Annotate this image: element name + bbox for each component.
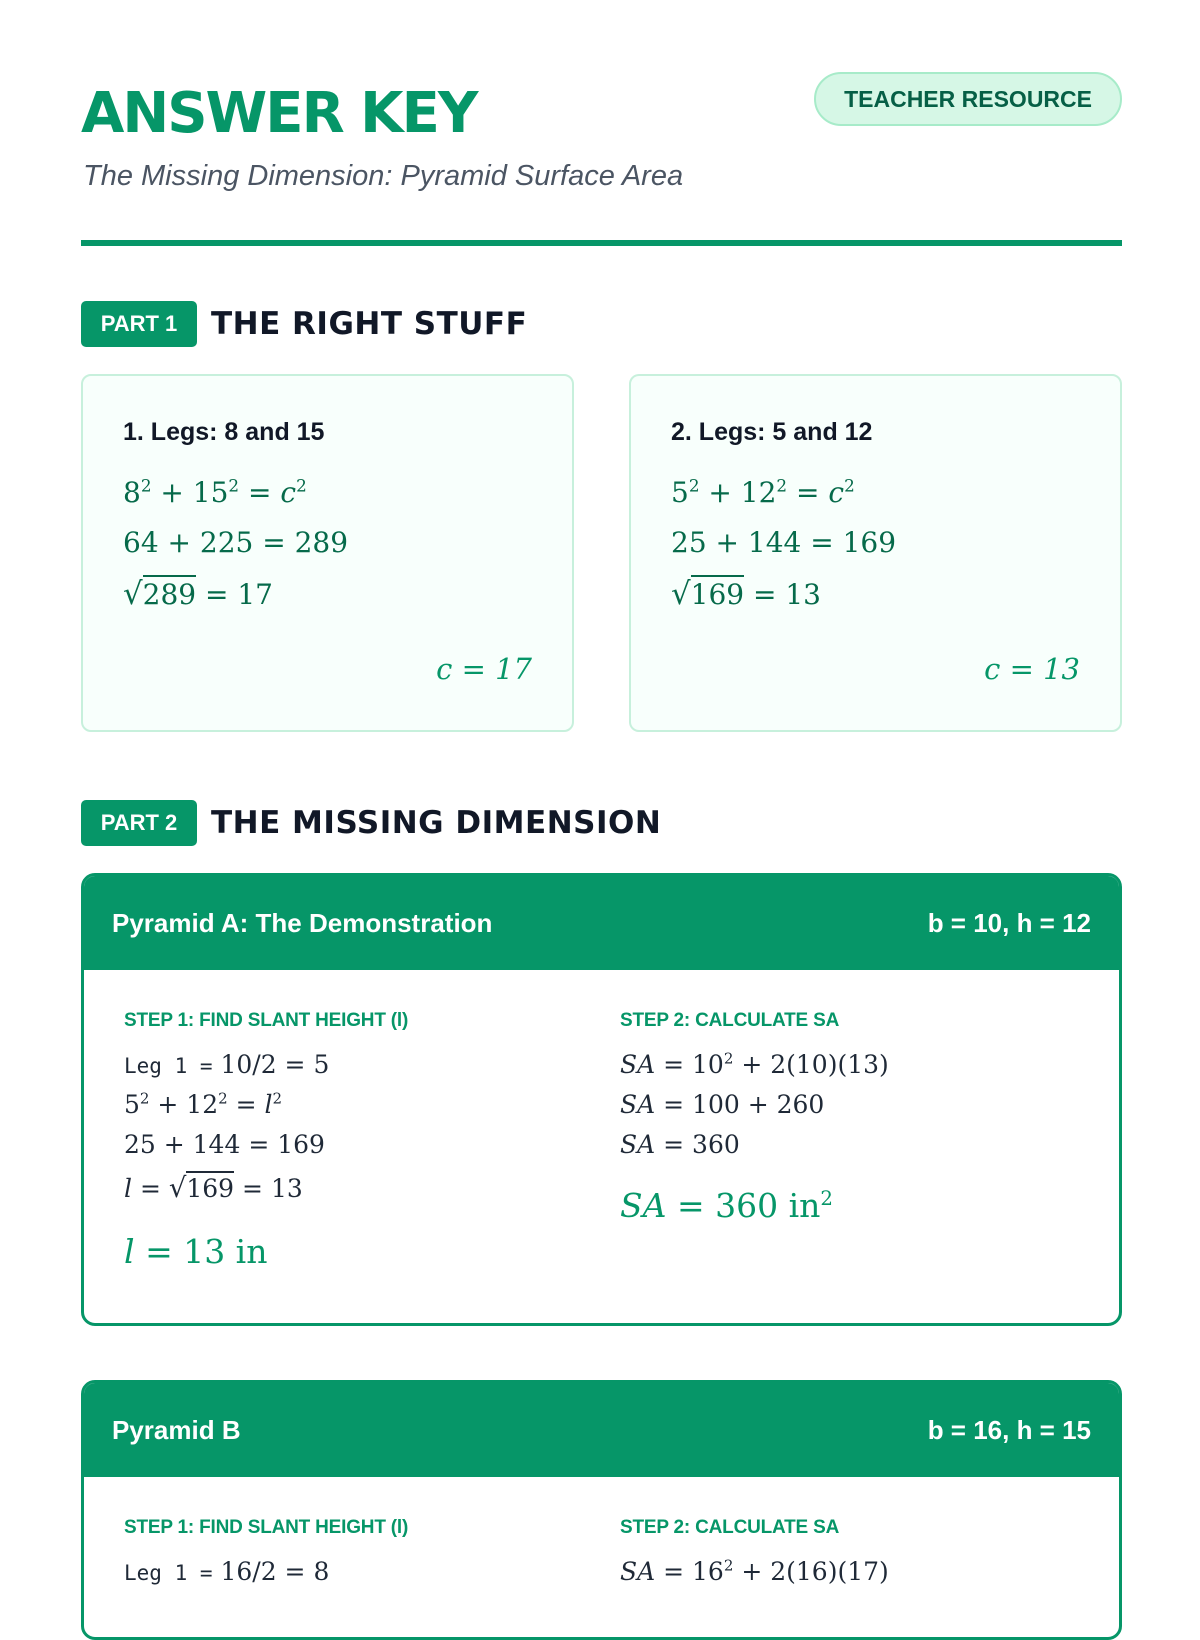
equation-root: √289 = 17 — [123, 576, 273, 612]
problem-question: 2. Legs: 5 and 12 — [671, 418, 873, 446]
problem-answer: c = 13 — [984, 652, 1080, 686]
part2-heading — [81, 800, 661, 846]
equation-root: √169 = 13 — [671, 576, 821, 612]
header-divider — [81, 240, 1122, 246]
pyramid-name: Pyramid A: The Demonstration — [112, 907, 493, 938]
pyramid-dimensions: b = 16, h = 15 — [927, 1414, 1091, 1445]
pyramid-name: Pyramid B — [112, 1414, 241, 1445]
leg-calculation: Leg 1 = 10/2 = 5 — [124, 1050, 330, 1079]
problem-answer: c = 17 — [436, 652, 532, 686]
slant-root: l = √169 = 13 — [124, 1172, 303, 1204]
slant-height-answer: l = 13 in — [124, 1232, 268, 1271]
equation-sum: 64 + 225 = 289 — [123, 526, 349, 559]
step1-label: STEP 1: FIND SLANT HEIGHT (l) — [124, 1010, 409, 1031]
pyramid-dimensions: b = 10, h = 12 — [927, 907, 1091, 938]
part1-heading — [81, 301, 527, 347]
equation-pythagorean: $8^2 + 15^2 = c^2$ — [123, 475, 307, 509]
pyramid-b-panel — [81, 1380, 1122, 1640]
step1-label: STEP 1: FIND SLANT HEIGHT (l) — [124, 1517, 409, 1538]
sa-result: SA = 360 — [620, 1130, 740, 1159]
page-subtitle: The Missing Dimension: Pyramid Surface Area — [83, 160, 684, 192]
sa-sum: SA = 100 + 260 — [620, 1090, 825, 1119]
part2-title: THE MISSING DIMENSION — [211, 805, 662, 841]
step2-label: STEP 2: CALCULATE SA — [620, 1010, 840, 1031]
pyramid-a-header — [84, 876, 1119, 970]
problem-question: 1. Legs: 8 and 15 — [123, 418, 325, 446]
equation-sum: 25 + 144 = 169 — [671, 526, 897, 559]
problem-card-1 — [81, 374, 574, 732]
sa-answer: SA = 360 $in^2$ — [620, 1186, 833, 1225]
part1-tag: PART 1 — [81, 301, 197, 347]
slant-pythagorean: $5^2 + 12^2 = l^2$ — [124, 1089, 283, 1119]
step2-label: STEP 2: CALCULATE SA — [620, 1517, 840, 1538]
page-title: ANSWER KEY — [81, 81, 477, 146]
part2-tag: PART 2 — [81, 800, 197, 846]
leg-calculation: Leg 1 = 16/2 = 8 — [124, 1557, 330, 1586]
sa-formula: SA = $10^2 + 2(10)(13)$ — [620, 1049, 889, 1079]
pyramid-a-panel — [81, 873, 1122, 1326]
teacher-resource-badge: TEACHER RESOURCE — [814, 72, 1122, 126]
equation-pythagorean: $5^2 + 12^2 = c^2$ — [671, 475, 855, 509]
sa-formula: SA = $16^2 + 2(16)(17)$ — [620, 1556, 889, 1586]
problem-card-2 — [629, 374, 1122, 732]
slant-sum: 25 + 144 = 169 — [124, 1130, 325, 1159]
pyramid-b-header — [84, 1383, 1119, 1477]
part1-title: THE RIGHT STUFF — [211, 306, 528, 342]
